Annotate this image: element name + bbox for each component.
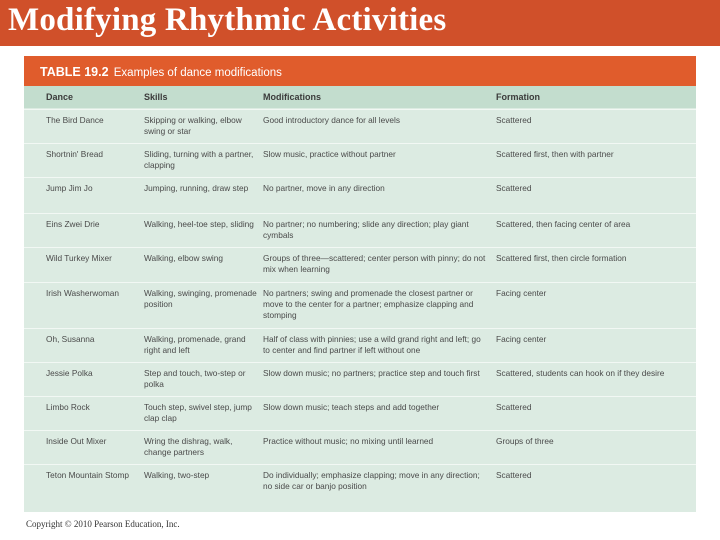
cell-formation: Facing center bbox=[496, 334, 547, 344]
cell-skills: Wring the dishrag, walk, change partners bbox=[144, 436, 233, 457]
cell-modifications: Practice without music; no mixing until learned bbox=[263, 436, 434, 446]
column-header-row bbox=[24, 86, 696, 108]
table-row bbox=[24, 109, 696, 144]
cell-modifications: Good introductory dance for all levels bbox=[263, 115, 400, 125]
table-caption-bar bbox=[24, 56, 696, 86]
cell-skills: Walking, promenade, grand right and left bbox=[144, 334, 246, 355]
cell-skills: Walking, swinging, promenade position bbox=[144, 288, 257, 309]
cell-dance: Jessie Polka bbox=[46, 368, 93, 378]
table-row bbox=[24, 464, 696, 505]
cell-skills: Jumping, running, draw step bbox=[144, 183, 249, 193]
cell-formation: Scattered first, then circle formation bbox=[496, 253, 627, 263]
table-row bbox=[24, 328, 696, 363]
table-row bbox=[24, 282, 696, 329]
cell-dance: Inside Out Mixer bbox=[46, 436, 107, 446]
cell-dance: Eins Zwei Drie bbox=[46, 219, 100, 229]
cell-dance: Irish Washerwoman bbox=[46, 288, 120, 298]
cell-dance: Shortnin' Bread bbox=[46, 149, 103, 159]
dance-modifications-table bbox=[24, 56, 696, 512]
cell-skills: Touch step, swivel step, jump clap clap bbox=[144, 402, 252, 423]
title-bar bbox=[0, 0, 720, 46]
cell-modifications: Half of class with pinnies; use a wild grand right and left; go to center and find partner if left without one bbox=[263, 334, 481, 355]
table-row bbox=[24, 143, 696, 178]
table-row bbox=[24, 247, 696, 283]
cell-formation: Scattered bbox=[496, 183, 532, 193]
cell-modifications: Groups of three—scattered; center person with pinny; do not mix when learning bbox=[263, 253, 486, 274]
cell-dance: Limbo Rock bbox=[46, 402, 90, 412]
cell-modifications: No partner; no numbering; slide any direction; play giant cymbals bbox=[263, 219, 469, 240]
cell-skills: Sliding, turning with a partner, clapping bbox=[144, 149, 254, 170]
cell-formation: Scattered first, then with partner bbox=[496, 149, 614, 159]
cell-dance: Wild Turkey Mixer bbox=[46, 253, 112, 263]
table-row bbox=[24, 396, 696, 431]
cell-modifications: No partner, move in any direction bbox=[263, 183, 385, 193]
cell-modifications: Slow down music; no partners; practice step and touch first bbox=[263, 368, 480, 378]
table-number: TABLE 19.2 bbox=[40, 65, 109, 79]
cell-dance: Oh, Susanna bbox=[46, 334, 95, 344]
table-row bbox=[24, 213, 696, 248]
column-header-skills: Skills bbox=[144, 92, 168, 102]
table-row bbox=[24, 362, 696, 397]
table-row bbox=[24, 177, 696, 214]
cell-formation: Scattered bbox=[496, 402, 532, 412]
cell-dance: Jump Jim Jo bbox=[46, 183, 93, 193]
cell-skills: Walking, two-step bbox=[144, 470, 210, 480]
column-header-modifications: Modifications bbox=[263, 92, 321, 102]
cell-skills: Walking, heel-toe step, sliding bbox=[144, 219, 254, 229]
cell-formation: Scattered, then facing center of area bbox=[496, 219, 631, 229]
cell-dance: The Bird Dance bbox=[46, 115, 104, 125]
cell-skills: Walking, elbow swing bbox=[144, 253, 224, 263]
cell-formation: Groups of three bbox=[496, 436, 554, 446]
cell-formation: Scattered bbox=[496, 115, 532, 125]
table-row bbox=[24, 430, 696, 465]
cell-skills: Skipping or walking, elbow swing or star bbox=[144, 115, 242, 136]
cell-dance: Teton Mountain Stomp bbox=[46, 470, 130, 480]
table-caption-text: Examples of dance modifications bbox=[113, 67, 282, 79]
copyright-notice: Copyright © 2010 Pearson Education, Inc. bbox=[26, 519, 180, 529]
cell-modifications: Slow down music; teach steps and add together bbox=[263, 402, 440, 412]
cell-formation: Scattered bbox=[496, 470, 532, 480]
cell-formation: Facing center bbox=[496, 288, 547, 298]
column-header-dance: Dance bbox=[46, 92, 74, 102]
table-caption bbox=[40, 65, 282, 79]
cell-skills: Step and touch, two-step or polka bbox=[144, 368, 246, 389]
cell-modifications: Slow music, practice without partner bbox=[263, 149, 396, 159]
cell-modifications: No partners; swing and promenade the closest partner or move to the center for a partner; emphasize clapping and stomping bbox=[263, 288, 474, 320]
slide-title: Modifying Rhythmic Activities bbox=[8, 2, 447, 38]
cell-modifications: Do individually; emphasize clapping; move in any direction; no side car or banjo position bbox=[263, 470, 480, 491]
column-header-formation: Formation bbox=[496, 92, 540, 102]
cell-formation: Scattered, students can hook on if they desire bbox=[496, 368, 665, 378]
